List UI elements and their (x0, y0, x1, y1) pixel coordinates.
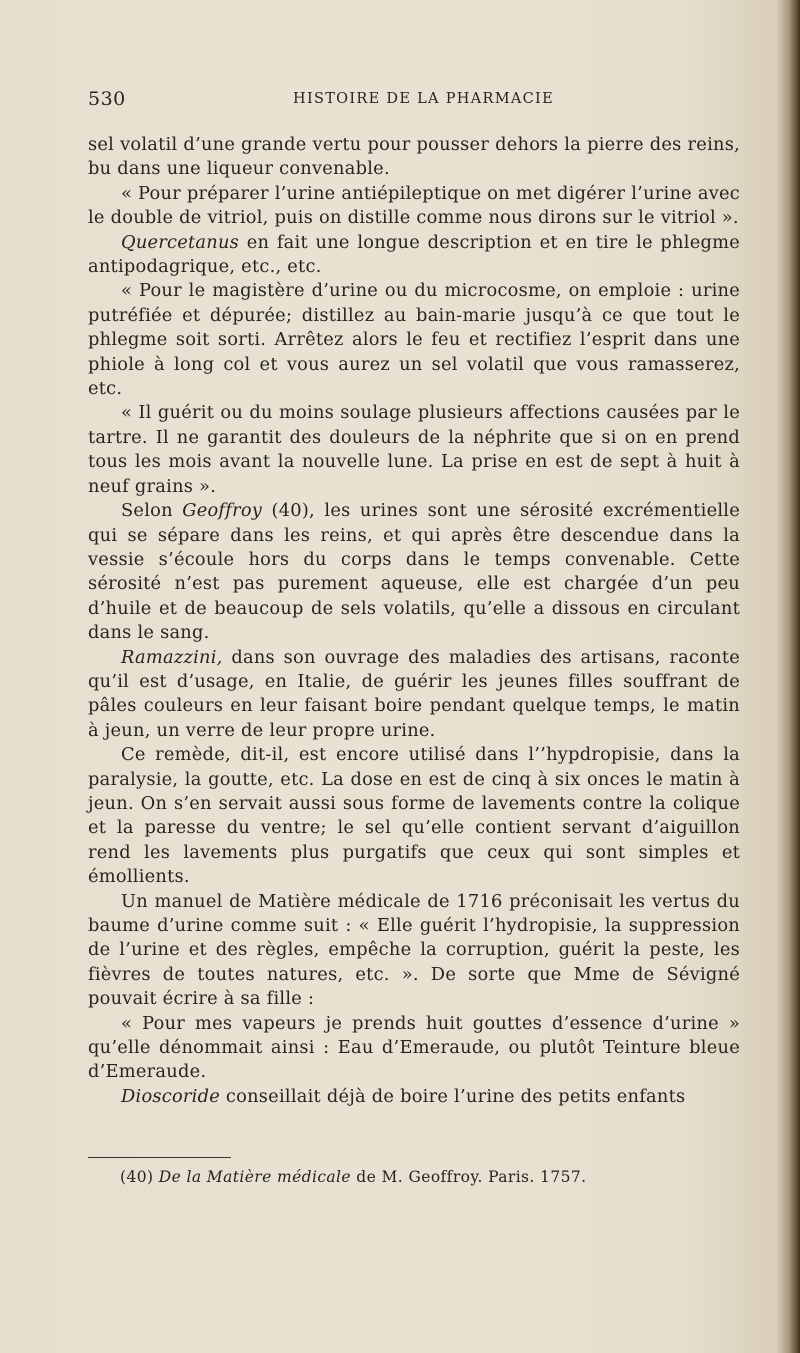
running-title: HISTOIRE DE LA PHARMACIE (293, 91, 554, 107)
paragraph-5: « Il guérit ou du moins soulage plusieurs affections causées par le tartre. Il ne garantit des douleurs de la néphrite que si on en prend tous les mois avant la nouvelle lune. La prise en est de sept à huit à neuf grains ». (88, 402, 740, 497)
paragraph-7: Ramazzini, dans son ouvrage des maladies des artisans, raconte qu’il est d’usage, en Italie, de guérir les jeunes filles souffrant de pâles couleurs en leur faisant boire pendant quelque temps, le matin à jeun, un verre de leur propre urine. (88, 646, 740, 741)
footnote-rest: de M. Geoffroy. Paris. 1757. (350, 1168, 587, 1186)
paragraph-4: « Pour le magistère d’urine ou du microcosme, on emploie : urine putréfiée et dépurée; distillez au bain-marie jusqu’à ce que tout le phlegme soit sorti. Arrêtez alors le feu et rectifiez l’esprit dans une phiole à long col et vous aurez un sel volatil que vous ramasserez, etc. (88, 280, 740, 400)
author-name: Quercetanus (121, 231, 240, 253)
paragraph-9: Un manuel de Matière médicale de 1716 préconisait les vertus du baume d’urine comme suit : « Elle guérit l’hydropisie, la suppression de l’urine et des règles, empêche la corruption, guérit la peste, les fièvres de toutes natures, etc. ». De sorte que Mme de Sévigné pouvait écrire à sa fille : (88, 890, 740, 1010)
footnote-title: De la Matière médicale (158, 1168, 351, 1186)
paragraph-8: Ce remède, dit-il, est encore utilisé dans l’’hypdropisie, dans la paralysie, la goutte, etc. La dose en est de cinq à six onces le matin à jeun. On s’en servait aussi sous forme de lavements contre la colique et la paresse du ventre; le sel qu’elle contient servant d’aiguillon rend les lavements plus purgatifs que ceux qui sont simples et émollients. (88, 744, 740, 888)
paragraph-2: « Pour préparer l’urine antiépileptique on met digérer l’urine avec le double de vitriol, puis on distille comme nous dirons sur le vitriol ». (88, 182, 740, 229)
paragraph-3: Quercetanus en fait une longue description et en tire le phlegme antipodagrique, etc., etc. (88, 231, 740, 278)
paragraph-6: Selon Geoffroy (40), les urines sont une sérosité excrémentielle qui se sépare dans les reins, et qui après être descendue dans la vessie s’écoule hors du corps dans le temps convenable. Cette sérosité n’est pas purement aqueuse, elle est chargée d’un peu d’huile et de beaucoup de sels volatils, qu’elle a dissous en circulant dans le sang. (88, 500, 740, 644)
page-header (88, 88, 740, 112)
body-text (88, 133, 740, 1109)
paragraph-10: « Pour mes vapeurs je prends huit gouttes d’essence d’urine » qu’elle dénommait ainsi : Eau d’Emeraude, ou plutôt Teinture bleue d’Emeraude. (88, 1012, 740, 1083)
page-number: 530 (88, 88, 126, 110)
paragraph-11: Dioscoride conseillait déjà de boire l’urine des petits enfants (121, 1085, 686, 1107)
paragraph-1: sel volatil d’une grande vertu pour pousser dehors la pierre des reins, bu dans une liqueur convenable. (88, 134, 740, 180)
page-edge-shadow (790, 0, 800, 1353)
author-name: Geoffroy (182, 500, 263, 522)
author-name: Dioscoride (121, 1085, 221, 1107)
footnote-rule (88, 1157, 231, 1158)
author-name: Ramazzini, (121, 646, 223, 668)
footnote-number: (40) (120, 1168, 154, 1186)
footnote (120, 1168, 740, 1186)
